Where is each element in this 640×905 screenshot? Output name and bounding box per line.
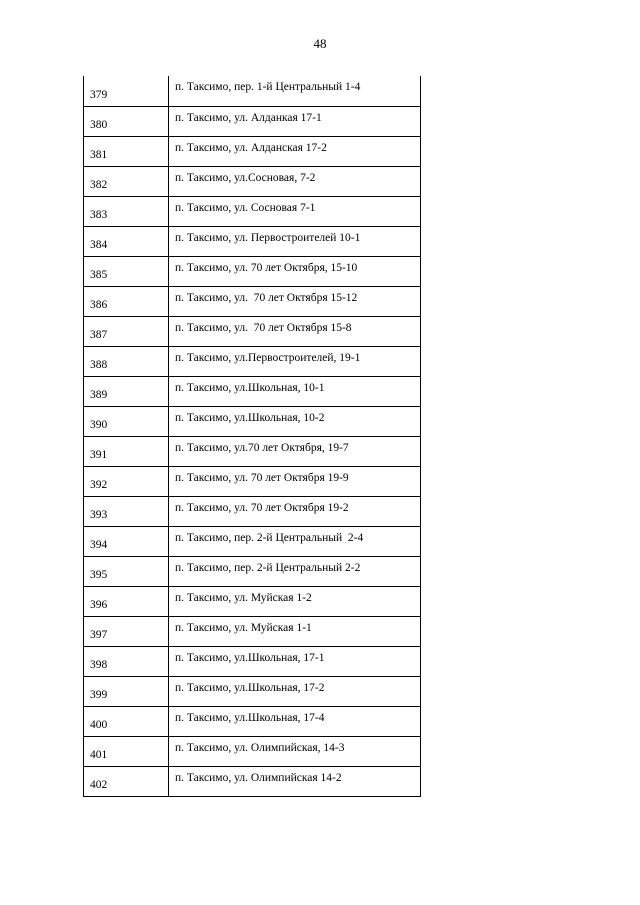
row-address: п. Таксимо, ул.Школьная, 10-1 [169, 376, 421, 406]
table-row [84, 166, 421, 196]
table-row [84, 736, 421, 766]
table-row [84, 406, 421, 436]
row-address: п. Таксимо, ул. Олимпийская 14-2 [169, 766, 421, 796]
row-number: 399 [84, 676, 169, 706]
table-row [84, 346, 421, 376]
row-address: п. Таксимо, ул. 70 лет Октября 19-2 [169, 496, 421, 526]
row-number: 400 [84, 706, 169, 736]
row-number: 396 [84, 586, 169, 616]
row-number: 393 [84, 496, 169, 526]
row-address: п. Таксимо, ул.Школьная, 17-2 [169, 676, 421, 706]
table-row [84, 316, 421, 346]
row-address: п. Таксимо, пер. 2-й Центральный 2-2 [169, 556, 421, 586]
row-number: 380 [84, 106, 169, 136]
row-number: 395 [84, 556, 169, 586]
row-number: 387 [84, 316, 169, 346]
table-row [84, 136, 421, 166]
row-address: п. Таксимо, ул. 70 лет Октября, 15-10 [169, 256, 421, 286]
row-address: п. Таксимо, ул.70 лет Октября, 19-7 [169, 436, 421, 466]
table-row [84, 526, 421, 556]
table-row [84, 466, 421, 496]
address-table [83, 76, 421, 797]
row-number: 391 [84, 436, 169, 466]
row-address: п. Таксимо, ул. 70 лет Октября 19-9 [169, 466, 421, 496]
table-row [84, 436, 421, 466]
table-row [84, 256, 421, 286]
table-row [84, 76, 421, 106]
row-address: п. Таксимо, ул. Сосновая 7-1 [169, 196, 421, 226]
row-number: 384 [84, 226, 169, 256]
row-address: п. Таксимо, ул.Школьная, 17-4 [169, 706, 421, 736]
table-row [84, 226, 421, 256]
row-address: п. Таксимо, ул. 70 лет Октября 15-8 [169, 316, 421, 346]
row-number: 389 [84, 376, 169, 406]
table-row [84, 586, 421, 616]
row-number: 390 [84, 406, 169, 436]
table-row [84, 646, 421, 676]
table-row [84, 376, 421, 406]
row-address: п. Таксимо, ул. Первостроителей 10-1 [169, 226, 421, 256]
row-number: 383 [84, 196, 169, 226]
row-number: 397 [84, 616, 169, 646]
row-address: п. Таксимо, пер. 1-й Центральный 1-4 [169, 76, 421, 106]
row-number: 402 [84, 766, 169, 796]
row-number: 398 [84, 646, 169, 676]
row-number: 392 [84, 466, 169, 496]
row-address: п. Таксимо, ул.Школьная, 10-2 [169, 406, 421, 436]
row-number: 388 [84, 346, 169, 376]
row-number: 401 [84, 736, 169, 766]
table-row [84, 196, 421, 226]
table-row [84, 706, 421, 736]
row-address: п. Таксимо, ул. Алданская 17-2 [169, 136, 421, 166]
row-number: 381 [84, 136, 169, 166]
row-number: 385 [84, 256, 169, 286]
row-address: п. Таксимо, ул. Муйская 1-1 [169, 616, 421, 646]
row-address: п. Таксимо, пер. 2-й Центральный 2-4 [169, 526, 421, 556]
table-row [84, 766, 421, 796]
row-number: 394 [84, 526, 169, 556]
row-address: п. Таксимо, ул.Школьная, 17-1 [169, 646, 421, 676]
row-number: 382 [84, 166, 169, 196]
row-address: п. Таксимо, ул. Муйская 1-2 [169, 586, 421, 616]
table-row [84, 676, 421, 706]
row-number: 379 [84, 76, 169, 106]
table-row [84, 106, 421, 136]
table-row [84, 496, 421, 526]
row-address: п. Таксимо, ул. 70 лет Октября 15-12 [169, 286, 421, 316]
table-row [84, 286, 421, 316]
row-address: п. Таксимо, ул. Олимпийская, 14-3 [169, 736, 421, 766]
row-address: п. Таксимо, ул.Сосновая, 7-2 [169, 166, 421, 196]
table-body [84, 76, 421, 796]
row-address: п. Таксимо, ул.Первостроителей, 19-1 [169, 346, 421, 376]
row-address: п. Таксимо, ул. Алданкая 17-1 [169, 106, 421, 136]
row-number: 386 [84, 286, 169, 316]
table-row [84, 556, 421, 586]
page-number: 48 [313, 36, 327, 51]
table-row [84, 616, 421, 646]
